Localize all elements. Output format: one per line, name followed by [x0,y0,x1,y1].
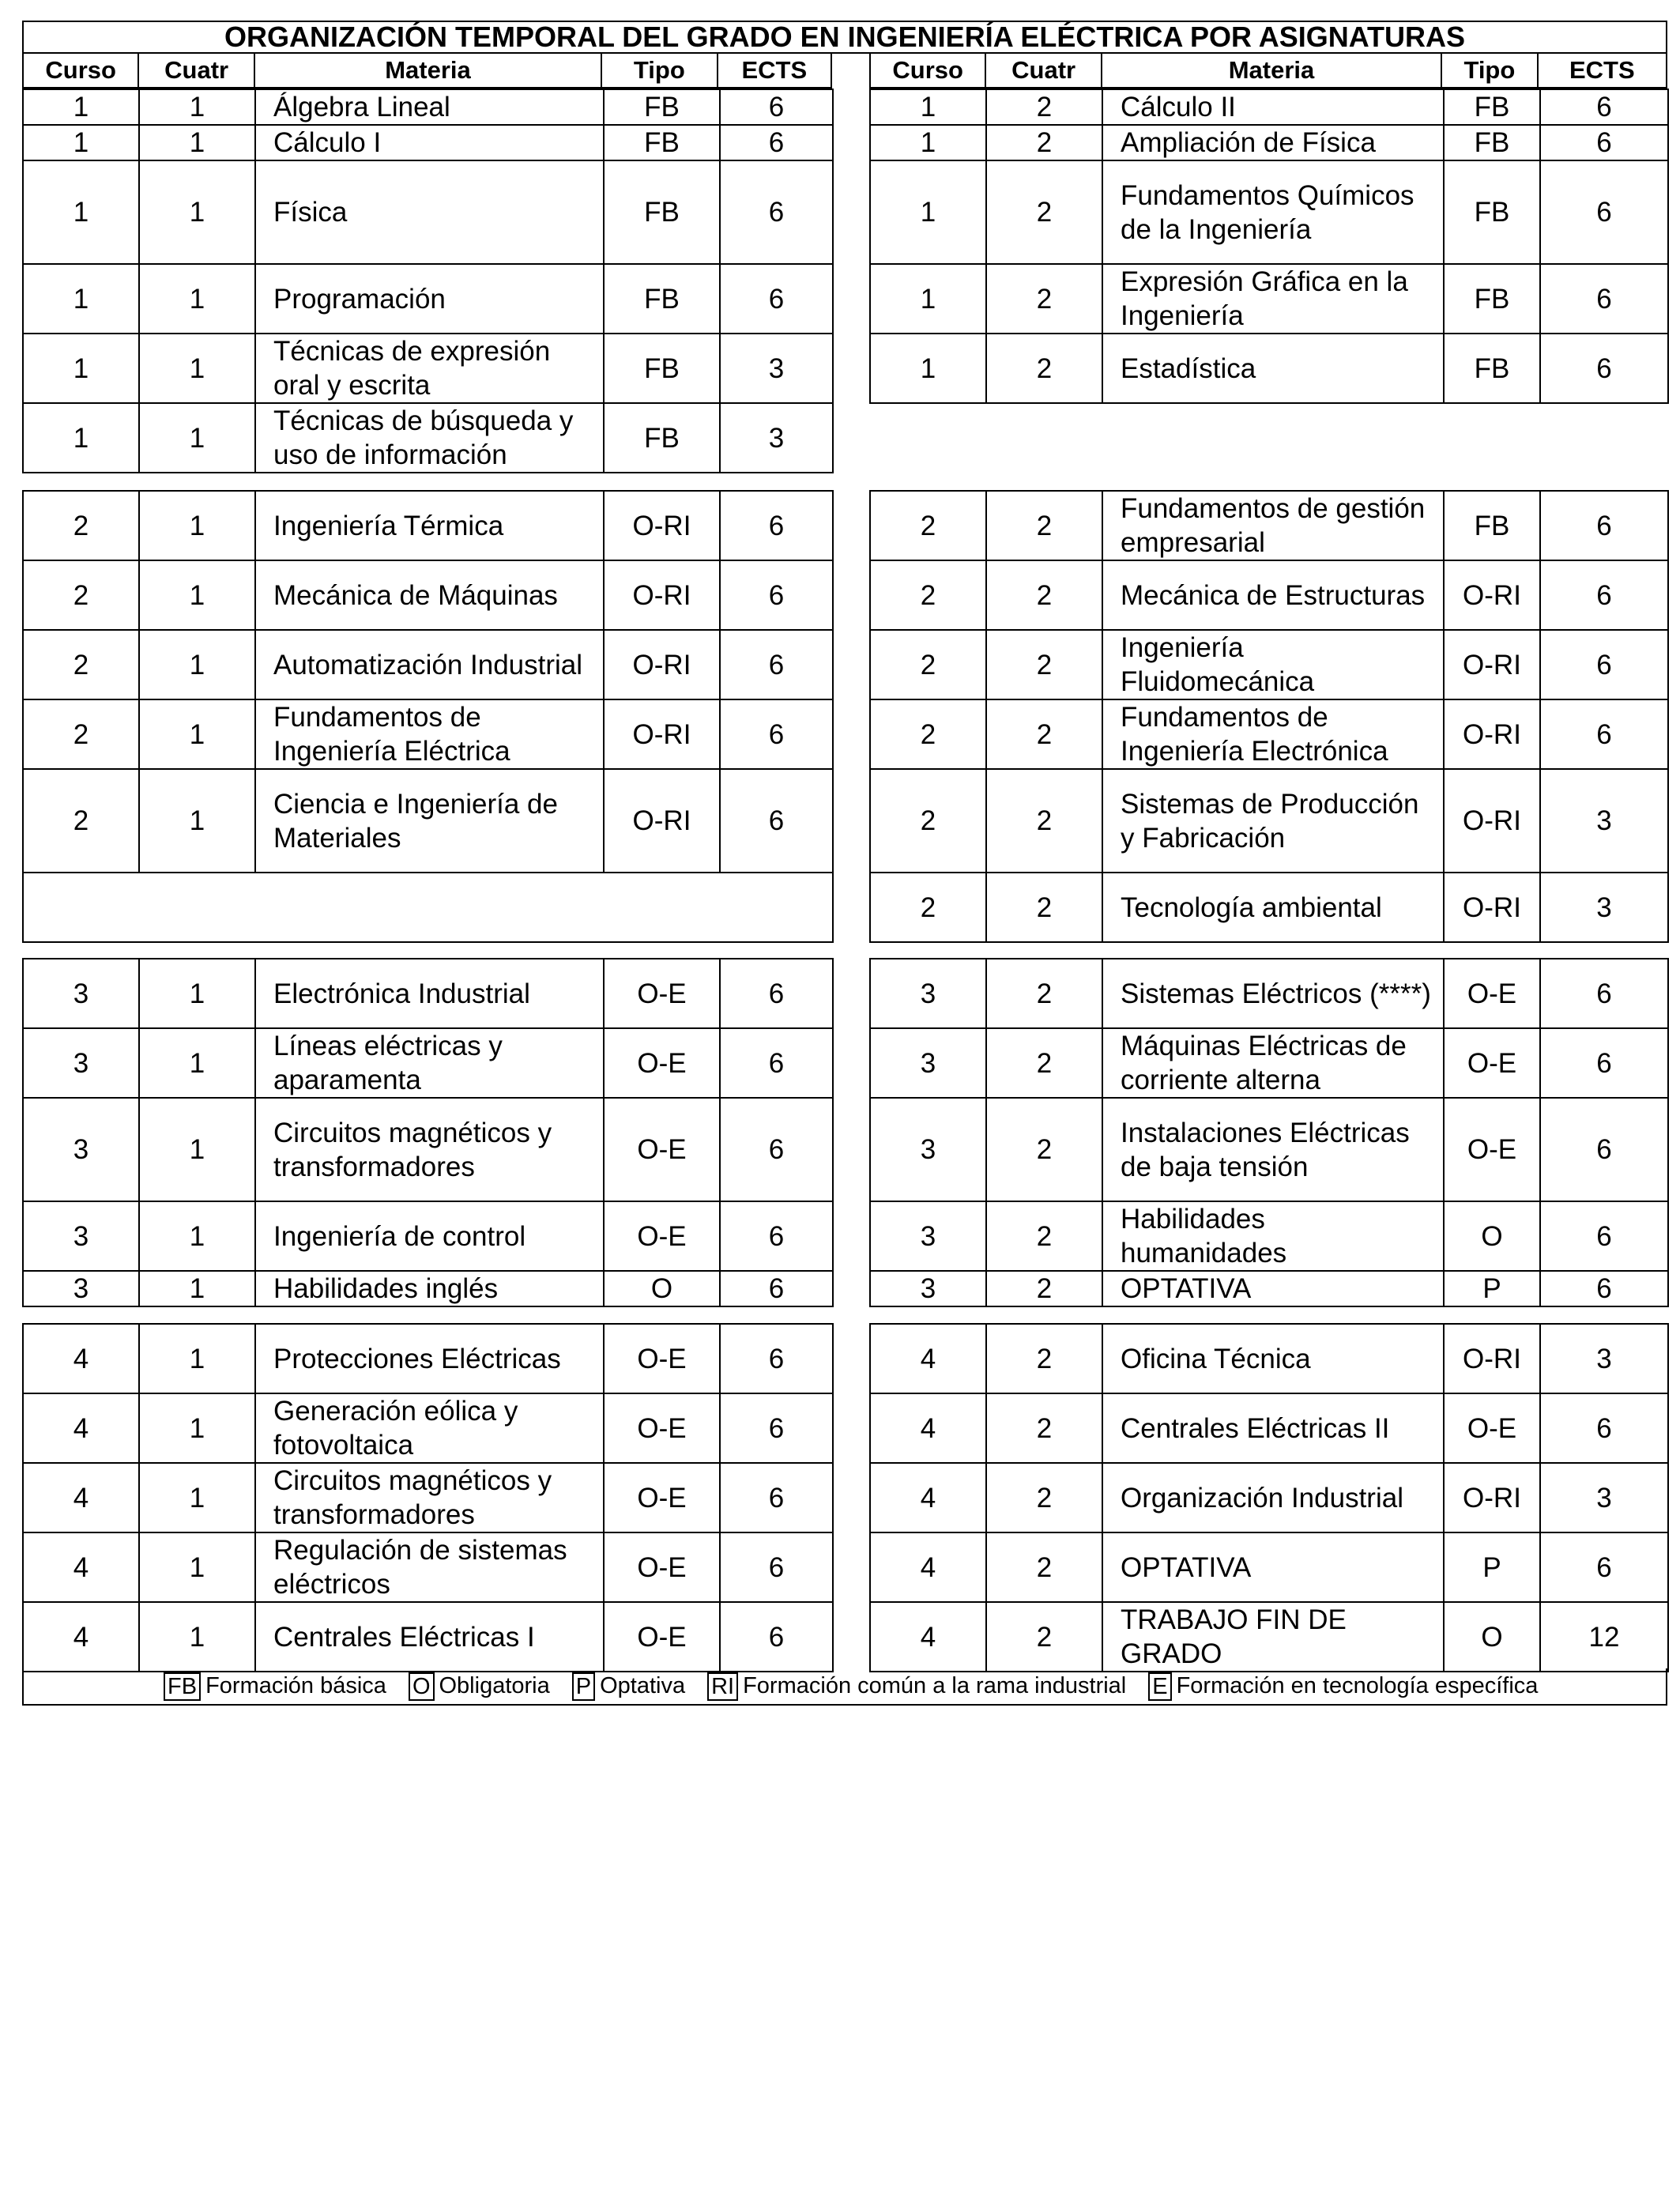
cell-cuatr: 2 [986,959,1102,1028]
table-row [23,491,833,560]
cell-materia: Técnicas de expresión oral y escrita [255,334,604,403]
cell-materia: Mecánica de Máquinas [255,560,604,630]
table-row [23,1324,833,1393]
cell-cuatr: 1 [139,1532,255,1602]
cell-curso: 1 [23,89,139,125]
cell-cuatr: 2 [986,1532,1102,1602]
cell-tipo: O-E [604,1201,720,1271]
header-materia: Materia [255,54,602,87]
cell-materia: Centrales Eléctricas I [255,1602,604,1672]
cell-ects: 3 [1540,1463,1668,1532]
empty-row [23,873,833,942]
cell-materia: Expresión Gráfica en la Ingeniería [1102,264,1444,334]
cell-tipo: O-RI [604,769,720,873]
legend-label: Formación común a la rama industrial [743,1673,1127,1698]
header-tipo: Tipo [1442,54,1539,87]
table-row [870,699,1668,769]
cell-curso: 4 [23,1532,139,1602]
cell-ects: 6 [1540,264,1668,334]
cell-curso: 2 [870,873,986,942]
header-materia: Materia [1102,54,1442,87]
cell-tipo: O-RI [1444,873,1540,942]
cell-tipo: O [1444,1201,1540,1271]
cell-tipo: O-E [604,1324,720,1393]
cell-cuatr: 1 [139,1463,255,1532]
cell-tipo: FB [604,403,720,473]
cell-materia: Protecciones Eléctricas [255,1324,604,1393]
cell-tipo: O-RI [604,699,720,769]
cell-curso: 2 [23,630,139,699]
cell-ects: 6 [720,1271,833,1306]
table-row [23,160,833,264]
cell-tipo: O-E [604,1602,720,1672]
cell-tipo: O-RI [1444,699,1540,769]
course-table-left [22,490,834,943]
table-row [870,491,1668,560]
table-row [23,89,833,125]
cell-materia: TRABAJO FIN DE GRADO [1102,1602,1444,1672]
cell-materia: Técnicas de búsqueda y uso de información [255,403,604,473]
header-ects: ECTS [741,56,808,84]
cell-curso: 3 [23,1201,139,1271]
cell-tipo: FB [1444,264,1540,334]
cell-materia: Ampliación de Física [1102,125,1444,160]
cell-cuatr: 2 [986,1271,1102,1306]
cell-curso: 4 [23,1393,139,1463]
cell-cuatr: 2 [986,334,1102,403]
cell-curso: 1 [23,403,139,473]
cell-ects: 6 [720,769,833,873]
table-row [870,125,1668,160]
cell-materia: Centrales Eléctricas II [1102,1393,1444,1463]
cell-curso: 4 [870,1463,986,1532]
cell-cuatr: 2 [986,630,1102,699]
cell-curso: 3 [870,1028,986,1098]
table-row [870,630,1668,699]
cell-cuatr: 2 [986,1463,1102,1532]
cell-ects: 6 [1540,1028,1668,1098]
cell-curso: 2 [23,491,139,560]
cell-tipo: FB [604,125,720,160]
cell-curso: 3 [23,1028,139,1098]
cell-ects: 6 [1540,1201,1668,1271]
cell-curso: 3 [23,1271,139,1306]
header-curso: Curso [871,54,986,87]
cell-cuatr: 2 [986,1201,1102,1271]
cell-materia: Organización Industrial [1102,1463,1444,1532]
cell-tipo: O [1444,1602,1540,1672]
table-row [870,264,1668,334]
cell-materia: Fundamentos de Ingeniería Electrónica [1102,699,1444,769]
header-row-left [22,54,832,89]
table-row [23,1532,833,1602]
table-row [23,630,833,699]
cell-ects: 6 [720,1602,833,1672]
cell-cuatr: 1 [139,125,255,160]
cell-ects: 6 [1540,160,1668,264]
cell-cuatr: 1 [139,630,255,699]
table-row [870,1098,1668,1201]
cell-cuatr: 2 [986,89,1102,125]
cell-materia: Circuitos magnéticos y transformadores [255,1463,604,1532]
cell-curso: 4 [870,1324,986,1393]
cell-cuatr: 1 [139,1393,255,1463]
cell-curso: 1 [23,334,139,403]
cell-tipo: FB [604,89,720,125]
cell-ects: 6 [1540,1393,1668,1463]
cell-materia: Sistemas de Producción y Fabricación [1102,769,1444,873]
cell-curso: 1 [870,160,986,264]
cell-ects: 6 [720,630,833,699]
cell-tipo: O-E [604,1028,720,1098]
table-row [870,1271,1668,1306]
cell-tipo: FB [1444,334,1540,403]
cell-cuatr: 1 [139,1028,255,1098]
cell-ects: 6 [1540,630,1668,699]
cell-ects: 6 [720,89,833,125]
course-table-left [22,958,834,1307]
table-row [23,334,833,403]
cell-ects: 6 [720,1463,833,1532]
cell-materia: Oficina Técnica [1102,1324,1444,1393]
table-row [23,125,833,160]
cell-materia: Automatización Industrial [255,630,604,699]
legend-code: FB [164,1672,201,1701]
table-row [23,1393,833,1463]
cell-materia: Circuitos magnéticos y transformadores [255,1098,604,1201]
cell-ects: 6 [1540,89,1668,125]
cell-cuatr: 1 [139,491,255,560]
table-row [23,1201,833,1271]
cell-ects: 6 [720,1532,833,1602]
course-table-left [22,1323,834,1672]
cell-cuatr: 1 [139,264,255,334]
cell-tipo: O [604,1271,720,1306]
cell-cuatr: 2 [986,699,1102,769]
cell-tipo: O-RI [604,560,720,630]
cell-cuatr: 1 [139,959,255,1028]
cell-cuatr: 1 [139,334,255,403]
table-row [23,959,833,1028]
cell-cuatr: 2 [986,264,1102,334]
cell-materia: Mecánica de Estructuras [1102,560,1444,630]
table-row [870,160,1668,264]
cell-materia: Sistemas Eléctricos (****) [1102,959,1444,1028]
cell-curso: 4 [870,1602,986,1672]
legend-label: Formación en tecnología específica [1176,1673,1539,1698]
cell-curso: 2 [23,560,139,630]
cell-cuatr: 1 [139,160,255,264]
table-row [23,1271,833,1306]
cell-ects: 6 [1540,560,1668,630]
cell-materia: Cálculo II [1102,89,1444,125]
cell-curso: 1 [870,334,986,403]
cell-curso: 1 [23,125,139,160]
cell-curso: 1 [870,125,986,160]
table-row [870,89,1668,125]
cell-curso: 1 [23,264,139,334]
cell-cuatr: 1 [139,560,255,630]
cell-ects: 6 [720,1393,833,1463]
cell-ects: 6 [720,160,833,264]
cell-cuatr: 1 [139,89,255,125]
header-cuatr: Cuatr [986,54,1102,87]
legend-code: E [1148,1672,1171,1701]
cell-ects: 6 [720,264,833,334]
cell-materia: Estadística [1102,334,1444,403]
cell-cuatr: 1 [139,403,255,473]
cell-curso: 3 [23,1098,139,1201]
cell-curso: 1 [23,160,139,264]
cell-curso: 4 [870,1532,986,1602]
table-row [23,769,833,873]
cell-materia: Ingeniería de control [255,1201,604,1271]
legend-code: O [409,1672,435,1701]
cell-curso: 3 [870,959,986,1028]
table-row [23,403,833,473]
cell-curso: 2 [870,491,986,560]
cell-tipo: O-E [604,1393,720,1463]
table-row [870,1028,1668,1098]
cell-ects: 6 [720,1324,833,1393]
table-row [23,1028,833,1098]
cell-ects: 6 [720,1098,833,1201]
cell-cuatr: 2 [986,873,1102,942]
cell-materia: Programación [255,264,604,334]
cell-tipo: O-RI [1444,769,1540,873]
table-row [23,699,833,769]
table-row [870,959,1668,1028]
cell-curso: 2 [23,699,139,769]
table-row [23,1098,833,1201]
cell-tipo: O-E [1444,1393,1540,1463]
cell-ects: 6 [720,699,833,769]
cell-curso: 3 [870,1201,986,1271]
legend-label: Optativa [600,1673,686,1698]
cell-curso: 4 [23,1602,139,1672]
cell-tipo: FB [1444,125,1540,160]
cell-materia: Habilidades humanidades [1102,1201,1444,1271]
cell-materia: Instalaciones Eléctricas de baja tensión [1102,1098,1444,1201]
cell-cuatr: 2 [986,160,1102,264]
cell-tipo: O-E [1444,1098,1540,1201]
cell-ects: 6 [720,491,833,560]
cell-curso: 2 [870,699,986,769]
legend-label: Formación básica [205,1673,386,1698]
table-row [23,1463,833,1532]
table-row [23,560,833,630]
legend [22,1668,1667,1706]
empty-cell [23,873,833,942]
cell-tipo: O-E [604,959,720,1028]
cell-cuatr: 2 [986,1602,1102,1672]
table-row [870,1602,1668,1672]
cell-tipo: FB [604,264,720,334]
cell-tipo: FB [604,160,720,264]
header-cuatr: Cuatr [139,54,254,87]
cell-ects: 6 [720,1201,833,1271]
cell-cuatr: 2 [986,1393,1102,1463]
cell-materia: Fundamentos Químicos de la Ingeniería [1102,160,1444,264]
cell-ects: 3 [1540,769,1668,873]
cell-curso: 3 [870,1271,986,1306]
course-table-right [869,89,1669,404]
header-row-right [869,54,1667,89]
table-row [870,873,1668,942]
course-table-right [869,1323,1669,1672]
cell-cuatr: 2 [986,769,1102,873]
cell-ects: 6 [1540,959,1668,1028]
cell-tipo: O-E [604,1098,720,1201]
cell-cuatr: 1 [139,1201,255,1271]
cell-cuatr: 1 [139,1271,255,1306]
legend-label: Obligatoria [439,1673,550,1698]
cell-cuatr: 1 [139,1602,255,1672]
course-table-left [22,89,834,473]
cell-tipo: O-RI [1444,1324,1540,1393]
cell-cuatr: 1 [139,1098,255,1201]
cell-tipo: FB [1444,160,1540,264]
cell-ects: 6 [1540,1271,1668,1306]
cell-ects: 3 [720,334,833,403]
cell-ects: 6 [720,1028,833,1098]
cell-ects: 6 [1540,491,1668,560]
cell-ects: 6 [720,959,833,1028]
cell-curso: 1 [870,89,986,125]
cell-cuatr: 2 [986,125,1102,160]
cell-cuatr: 2 [986,491,1102,560]
table-row [870,1463,1668,1532]
cell-tipo: O-RI [604,491,720,560]
cell-tipo: O-RI [1444,1463,1540,1532]
cell-materia: Regulación de sistemas eléctricos [255,1532,604,1602]
header-tipo: Tipo [602,54,718,87]
cell-materia: Ingeniería Térmica [255,491,604,560]
cell-materia: Ingeniería Fluidomecánica [1102,630,1444,699]
cell-materia: Máquinas Eléctricas de corriente alterna [1102,1028,1444,1098]
cell-ects: 6 [1540,334,1668,403]
cell-materia: Física [255,160,604,264]
cell-materia: Generación eólica y fotovoltaica [255,1393,604,1463]
cell-materia: Fundamentos de Ingeniería Eléctrica [255,699,604,769]
cell-ects: 3 [1540,873,1668,942]
cell-tipo: O-E [1444,959,1540,1028]
cell-curso: 4 [870,1393,986,1463]
header-curso: Curso [24,54,139,87]
cell-curso: 2 [870,630,986,699]
cell-curso: 3 [870,1098,986,1201]
cell-curso: 2 [870,560,986,630]
cell-tipo: P [1444,1532,1540,1602]
cell-cuatr: 2 [986,1028,1102,1098]
cell-materia: Cálculo I [255,125,604,160]
cell-tipo: O-E [1444,1028,1540,1098]
cell-materia: Fundamentos de gestión empresarial [1102,491,1444,560]
cell-cuatr: 2 [986,1098,1102,1201]
cell-cuatr: 1 [139,699,255,769]
cell-curso: 4 [23,1463,139,1532]
cell-tipo: O-RI [1444,560,1540,630]
cell-materia: Álgebra Lineal [255,89,604,125]
cell-cuatr: 2 [986,560,1102,630]
table-row [870,1532,1668,1602]
cell-cuatr: 1 [139,769,255,873]
cell-ects: 6 [1540,1098,1668,1201]
cell-curso: 3 [23,959,139,1028]
table-row [870,334,1668,403]
page-title: ORGANIZACIÓN TEMPORAL DEL GRADO EN INGENIERÍA ELÉCTRICA POR ASIGNATURAS [22,21,1667,54]
cell-tipo: FB [1444,491,1540,560]
cell-ects: 12 [1540,1602,1668,1672]
table-row [870,1324,1668,1393]
cell-tipo: P [1444,1271,1540,1306]
cell-materia: Ciencia e Ingeniería de Materiales [255,769,604,873]
cell-materia: Tecnología ambiental [1102,873,1444,942]
cell-ects: 6 [1540,1532,1668,1602]
cell-ects: 6 [720,560,833,630]
cell-ects: 3 [720,403,833,473]
course-table-right [869,958,1669,1307]
cell-materia: OPTATIVA [1102,1271,1444,1306]
cell-materia: Electrónica Industrial [255,959,604,1028]
cell-ects: 6 [1540,125,1668,160]
header-ects: ECTS [1569,56,1635,84]
cell-curso: 2 [870,769,986,873]
cell-cuatr: 1 [139,1324,255,1393]
table-row [870,1201,1668,1271]
cell-tipo: O-RI [604,630,720,699]
cell-ects: 6 [720,125,833,160]
cell-materia: Habilidades inglés [255,1271,604,1306]
cell-ects: 6 [1540,699,1668,769]
cell-tipo: FB [1444,89,1540,125]
cell-curso: 2 [23,769,139,873]
cell-tipo: FB [604,334,720,403]
cell-ects: 3 [1540,1324,1668,1393]
cell-curso: 4 [23,1324,139,1393]
cell-tipo: O-E [604,1463,720,1532]
cell-curso: 1 [870,264,986,334]
cell-tipo: O-RI [1444,630,1540,699]
table-row [870,769,1668,873]
cell-materia: Líneas eléctricas y aparamenta [255,1028,604,1098]
cell-materia: OPTATIVA [1102,1532,1444,1602]
table-row [870,560,1668,630]
course-table-right [869,490,1669,943]
cell-tipo: O-E [604,1532,720,1602]
table-row [23,264,833,334]
legend-code: RI [707,1672,738,1701]
cell-cuatr: 2 [986,1324,1102,1393]
legend-code: P [572,1672,595,1701]
table-row [870,1393,1668,1463]
table-row [23,1602,833,1672]
